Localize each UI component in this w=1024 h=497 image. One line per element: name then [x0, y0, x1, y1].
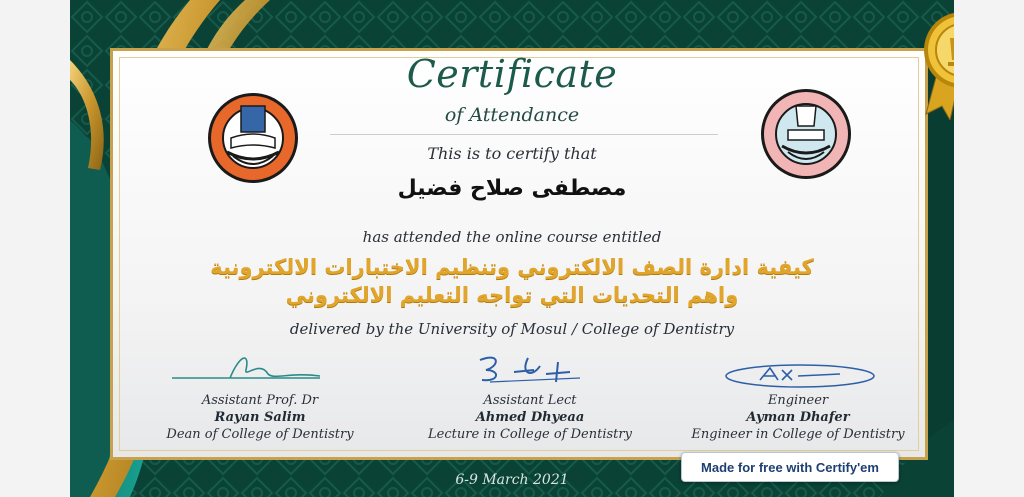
signatory-position: Dean of College of Dentistry: [166, 427, 354, 442]
signatory-position: Lecture in College of Dentistry: [428, 427, 632, 442]
signature-lecturer: [470, 352, 590, 386]
signatory-role: Engineer: [767, 393, 829, 408]
delivered-text: delivered by the University of Mosul / College of Dentistry: [289, 320, 735, 338]
signatory-role: Assistant Lect: [483, 393, 577, 408]
signatory-name: Ayman Dhafer: [746, 410, 850, 425]
signatory-engineer: [668, 392, 928, 444]
certificate-date: 6-9 March 2021: [455, 472, 569, 488]
attended-text: has attended the online course entitled: [362, 228, 662, 246]
college-of-dentistry-logo: [760, 88, 852, 180]
certificate: [70, 0, 954, 497]
signatory-position: Engineer in College of Dentistry: [691, 427, 905, 442]
certificate-subtitle: of Attendance: [444, 104, 580, 126]
signatory-dean: [130, 392, 390, 444]
title-divider: [330, 134, 718, 135]
certifyem-badge-link[interactable]: Made for free with Certify'em: [681, 452, 899, 482]
signature-dean: [170, 350, 330, 384]
signature-engineer: [720, 356, 880, 392]
signatory-role: Assistant Prof. Dr: [201, 393, 319, 408]
signatory-name: Rayan Salim: [214, 410, 306, 425]
certify-text: This is to certify that: [427, 144, 597, 163]
recipient-name: مصطفى صلاح فضيل: [397, 176, 627, 201]
signatory-name: Ahmed Dhyeaa: [475, 410, 585, 425]
course-title-line-1: كيفية ادارة الصف الالكتروني وتنظيم الاختبارات الالكترونية: [210, 255, 814, 279]
course-title-line-2: واهم التحديات التي تواجه التعليم الالكتروني: [285, 283, 739, 307]
certificate-title: Certificate: [406, 52, 618, 96]
signatory-lecturer: [400, 392, 660, 444]
